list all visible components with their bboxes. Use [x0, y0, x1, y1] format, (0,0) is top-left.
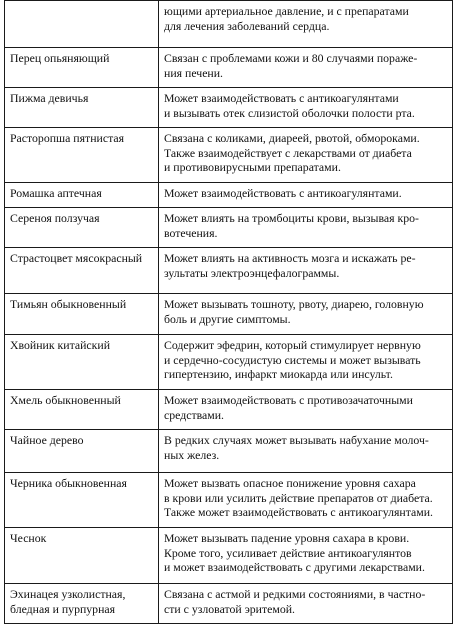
description-cell	[159, 88, 453, 128]
herb-name: Страстоцвет мясокрасный	[10, 251, 143, 265]
herb-name: Тимьян обыкновенный	[10, 297, 127, 311]
description-line: и сердечно-сосудистую системы и может вызывать	[164, 352, 421, 367]
herb-name-cell	[5, 183, 159, 208]
description-line: ных желез.	[164, 447, 220, 462]
description-cell	[159, 48, 453, 88]
table-row	[5, 88, 453, 128]
herb-name-cell	[5, 1, 159, 48]
herb-name-cell	[5, 294, 159, 335]
description-line: гипертензию, инфаркт миокарда или инсульт.	[164, 367, 393, 382]
herb-name: Хвойник китайский	[10, 338, 111, 352]
description-line: Может влиять на активность мозга и искажать ре-	[164, 251, 416, 265]
herb-name: бледная и пурпурная	[10, 601, 116, 616]
herb-name-cell	[5, 208, 159, 248]
table-row	[5, 1, 453, 48]
table-row	[5, 48, 453, 88]
description-line: и может взаимодействовать с другими лекарствами.	[164, 560, 425, 575]
table-row	[5, 294, 453, 335]
herb-name-cell	[5, 88, 159, 128]
description-line: В редких случаях может вызывать набухание молоч-	[164, 433, 429, 447]
herb-name: Чайное дерево	[10, 433, 84, 447]
description-line: сти с узловатой эритемой.	[164, 601, 295, 616]
description-line: Может влиять на тромбоциты крови, вызывая кро-	[164, 211, 419, 225]
herb-name: Ромашка аптечная	[10, 186, 102, 200]
table-row	[5, 183, 453, 208]
description-cell	[159, 390, 453, 430]
herb-name-cell	[5, 528, 159, 584]
table-body	[5, 1, 453, 624]
description-line: и вызывать отек слизистой оболочки полости рта.	[164, 105, 415, 120]
description-line: вотечения.	[164, 225, 218, 240]
description-line: и противовирусными препаратами.	[164, 160, 341, 175]
herb-name-cell	[5, 128, 159, 183]
herb-name-cell	[5, 473, 159, 528]
description-line: Связана с коликами, диареей, рвотой, обмороками.	[164, 131, 420, 145]
description-cell	[159, 128, 453, 183]
herb-name: Пижма девичья	[10, 91, 89, 105]
herb-name: Перец опьяняющий	[10, 51, 110, 65]
description-line: средствами.	[164, 407, 224, 422]
table-row	[5, 248, 453, 294]
herb-name: Черника обыкновенная	[10, 476, 127, 490]
table-row	[5, 208, 453, 248]
description-line: Может вызывать падение уровня сахара в крови.	[164, 531, 410, 545]
table-row	[5, 430, 453, 473]
description-cell	[159, 584, 453, 624]
description-line: Может вызывать тошноту, рвоту, диарею, головную	[164, 297, 424, 311]
table-row	[5, 584, 453, 624]
description-line: Может взаимодействовать с антикоагулянтами.	[164, 186, 402, 200]
description-line: для лечения заболеваний сердца.	[164, 18, 330, 33]
herb-name: Эхинацея узколистная,	[10, 587, 126, 601]
herb-name-cell	[5, 248, 159, 294]
description-cell	[159, 528, 453, 584]
herb-name-cell	[5, 335, 159, 390]
description-line: Может взаимодействовать с антикоагулянтами	[164, 91, 399, 105]
description-line: зультаты электроэнцефалограммы.	[164, 265, 340, 280]
description-cell	[159, 473, 453, 528]
table-row	[5, 390, 453, 430]
description-cell	[159, 335, 453, 390]
description-line: Может вызвать опасное понижение уровня сахара	[164, 476, 416, 490]
description-cell	[159, 430, 453, 473]
description-cell	[159, 248, 453, 294]
description-line: Также может взаимодействовать с антикоагулянтами.	[164, 505, 434, 520]
description-line: Содержит эфедрин, который стимулирует нервную	[164, 338, 421, 352]
description-line: Может взаимодействовать с противозачаточными	[164, 393, 413, 407]
herb-name-cell	[5, 390, 159, 430]
description-line: Кроме того, усиливает действие антикоагулянтов	[164, 545, 412, 560]
description-line: Связана с астмой и редкими состояниями, в частно-	[164, 587, 426, 601]
table-row	[5, 128, 453, 183]
herb-name: Расторопша пятнистая	[10, 131, 125, 145]
herb-name-cell	[5, 430, 159, 473]
description-cell	[159, 183, 453, 208]
herb-name: Чеснок	[10, 531, 47, 545]
description-line: боль и другие симптомы.	[164, 311, 291, 326]
description-line: в крови или усилить действие препаратов от диабета.	[164, 490, 433, 505]
description-line: Также взаимодействует с лекарствами от диабета	[164, 145, 412, 160]
description-cell	[159, 1, 453, 48]
table-row	[5, 473, 453, 528]
description-line: Связан с проблемами кожи и 80 случаями пораже-	[164, 51, 418, 65]
table-row	[5, 528, 453, 584]
herb-name-cell	[5, 584, 159, 624]
herb-name-cell	[5, 48, 159, 88]
description-line: ющими артериальное давление, и с препаратами	[164, 4, 409, 18]
table-row	[5, 335, 453, 390]
herb-interactions-table	[4, 0, 453, 624]
herb-name: Хмель обыкновенный	[10, 393, 121, 407]
description-cell	[159, 294, 453, 335]
description-line: ния печени.	[164, 65, 224, 80]
herb-name: Сереноя ползучая	[10, 211, 100, 225]
description-cell	[159, 208, 453, 248]
